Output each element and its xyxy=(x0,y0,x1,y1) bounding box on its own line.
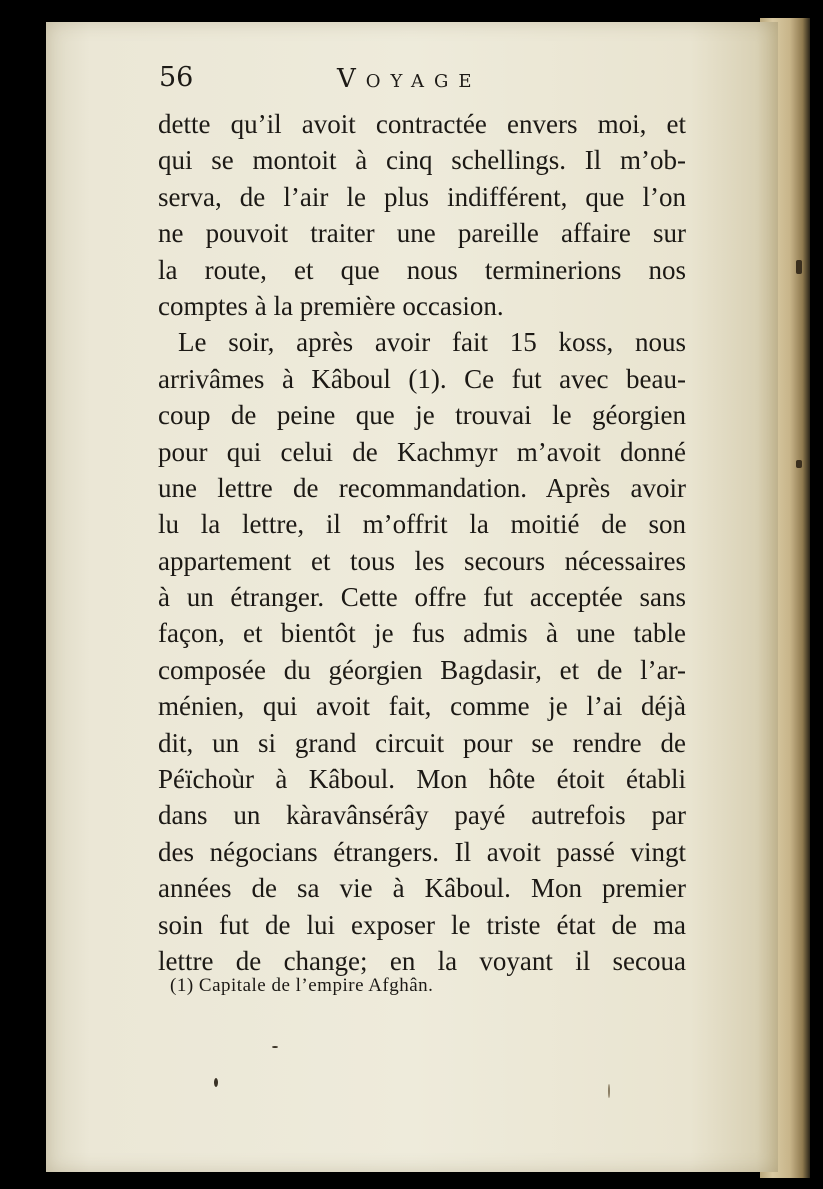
text-line: qui se montoit à cinq schellings. Il m’ob- xyxy=(158,145,686,176)
ink-speck xyxy=(272,1046,278,1048)
running-head: Voyage xyxy=(337,64,482,94)
text-line: des négocians étrangers. Il avoit passé vingt xyxy=(158,836,686,867)
text-line: composée du géorgien Bagdasir, et de l’ar- xyxy=(158,654,686,685)
text-line: comptes à la première occasion. xyxy=(158,290,504,321)
text-line: dit, un si grand circuit pour se rendre de xyxy=(158,727,686,758)
text-line: Péïchoùr à Kâboul. Mon hôte étoit établi xyxy=(158,764,686,795)
text-line: une lettre de recommandation. Après avoir xyxy=(158,472,686,503)
body-text xyxy=(158,106,686,979)
ink-speck xyxy=(608,1084,610,1098)
text-line: Le soir, après avoir fait 15 koss, nous xyxy=(178,327,686,358)
text-line: ne pouvoit traiter une pareille affaire sur xyxy=(158,218,686,249)
text-line: pour qui celui de Kachmyr m’avoit donné xyxy=(158,436,686,467)
text-line: façon, et bientôt je fus admis à une table xyxy=(158,618,686,649)
text-line: lu la lettre, il m’offrit la moitié de son xyxy=(158,509,686,540)
text-line: la route, et que nous terminerions nos xyxy=(158,254,686,285)
page-header xyxy=(159,62,689,96)
text-line: arrivâmes à Kâboul (1). Ce fut avec beau- xyxy=(158,363,686,394)
page-edge-mark xyxy=(796,260,802,274)
text-line: dette qu’il avoit contractée envers moi, et xyxy=(158,109,686,139)
text-line: ménien, qui avoit fait, comme je l’ai déjà xyxy=(158,691,686,722)
page-number: 56 xyxy=(159,62,194,93)
text-line: appartement et tous les secours nécessaires xyxy=(158,545,686,576)
footnote: (1) Capitale de l’empire Afghân. xyxy=(170,975,434,996)
text-line: à un étranger. Cette offre fut acceptée sans xyxy=(158,582,686,613)
text-line: années de sa vie à Kâboul. Mon premier xyxy=(158,873,686,904)
text-line: coup de peine que je trouvai le géorgien xyxy=(158,400,686,431)
text-line: serva, de l’air le plus indifférent, que l’on xyxy=(158,181,686,212)
page-edge-mark xyxy=(796,460,802,468)
text-line: lettre de change; en la voyant il secoua xyxy=(158,945,686,976)
text-line: soin fut de lui exposer le triste état de ma xyxy=(158,909,686,940)
ink-speck xyxy=(214,1078,218,1087)
text-line: dans un kàravânsérây payé autrefois par xyxy=(158,800,686,831)
